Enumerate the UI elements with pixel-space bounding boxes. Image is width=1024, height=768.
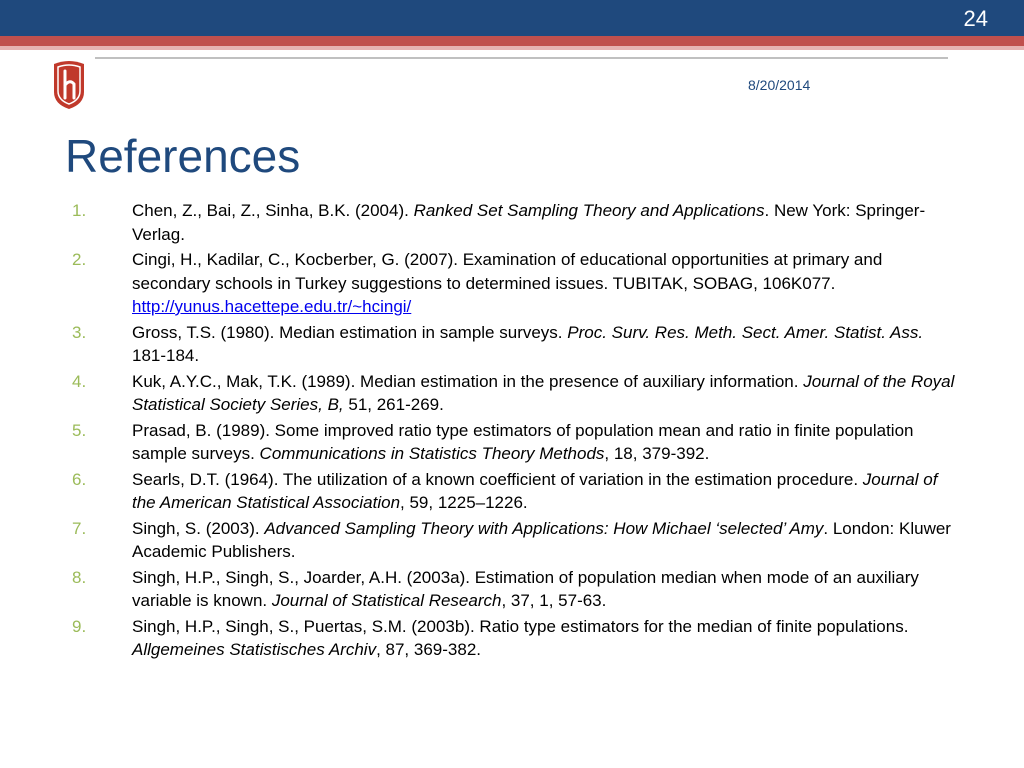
reference-text: 51, 261-269. — [343, 395, 444, 414]
reference-item — [70, 566, 960, 613]
reference-number: 6. — [72, 469, 87, 489]
reference-text: Searls, D.T. (1964). The utilization of a known coefficient of variation in the estimation procedure. — [132, 469, 863, 489]
slide-date: 8/20/2014 — [748, 77, 811, 93]
reference-source-title: Journal of the American Statistical Association — [132, 469, 938, 512]
hacettepe-university-logo — [50, 58, 88, 110]
reference-text: , 18, 379-392. — [604, 444, 710, 463]
reference-text: , 87, 369-382. — [376, 640, 481, 659]
reference-source-title: Journal of the Royal Statistical Society Series, B, — [132, 371, 955, 414]
reference-text: . New York: Springer-Verlag. — [132, 201, 926, 244]
reference-number: 3. — [72, 322, 87, 342]
reference-text: Singh, S. (2003). — [132, 518, 265, 538]
page-title: References — [65, 130, 301, 182]
reference-number: 9. — [72, 616, 87, 636]
reference-item — [70, 468, 960, 515]
reference-text: Singh, H.P., Singh, S., Joarder, A.H. (2003a). Estimation of population median when mode of an auxiliary variable is known. — [132, 567, 919, 610]
reference-number: 8. — [72, 567, 87, 587]
reference-text: Cingi, H., Kadilar, C., Kocberber, G. (2007). Examination of educational opportunities at primary and secondary schools in Turkey suggestions to determined issues. TUBITAK, SOBAG, 106K077. — [132, 250, 883, 293]
reference-item — [70, 517, 960, 564]
reference-source-title: Journal of Statistical Research — [271, 591, 502, 610]
reference-number: 2. — [72, 250, 87, 269]
reference-text: , 59, 1225–1226. — [400, 493, 528, 512]
reference-text: Chen, Z., Bai, Z., Sinha, B.K. (2004). — [132, 201, 414, 220]
reference-number: 5. — [72, 420, 87, 440]
reference-item — [70, 419, 960, 466]
reference-text: 181-184. — [132, 346, 200, 365]
reference-number: 1. — [72, 201, 87, 220]
reference-source-title: Advanced Sampling Theory with Applications: How Michael ‘selected’ Amy — [264, 518, 824, 538]
header-bar — [0, 0, 1024, 36]
reference-text: Gross, T.S. (1980). Median estimation in sample surveys. — [132, 322, 568, 342]
reference-number: 7. — [72, 518, 87, 538]
reference-source-title: Ranked Set Sampling Theory and Applications — [413, 201, 765, 220]
reference-list — [70, 199, 960, 664]
reference-item — [70, 248, 960, 319]
reference-text: Singh, H.P., Singh, S., Puertas, S.M. (2003b). Ratio type estimators for the median of finite populations. — [132, 616, 909, 636]
reference-item — [70, 199, 960, 246]
reference-text: Prasad, B. (1989). Some improved ratio type estimators of population mean and ratio in finite population sample surveys. — [132, 420, 914, 463]
reference-source-title: Allgemeines Statistisches Archiv — [132, 640, 377, 659]
slide-number: 24 — [963, 6, 988, 31]
reference-source-title: Communications in Statistics Theory Methods — [259, 444, 605, 463]
reference-item — [70, 615, 960, 662]
reference-text: , 37, 1, 57-63. — [501, 591, 607, 610]
reference-source-title: Proc. Surv. Res. Meth. Sect. Amer. Statist. Ass. — [567, 322, 924, 342]
header-divider — [95, 57, 948, 59]
reference-item — [70, 370, 960, 417]
reference-text: . London: Kluwer Academic Publishers. — [132, 518, 951, 561]
reference-number: 4. — [72, 371, 87, 391]
reference-item — [70, 321, 960, 368]
reference-text: Kuk, A.Y.C., Mak, T.K. (1989). Median estimation in the presence of auxiliary information. — [132, 371, 804, 391]
reference-link[interactable]: http://yunus.hacettepe.edu.tr/~hcingi/ — [132, 297, 412, 316]
header-accent-band-light — [0, 46, 1024, 50]
header-accent-band — [0, 36, 1024, 46]
